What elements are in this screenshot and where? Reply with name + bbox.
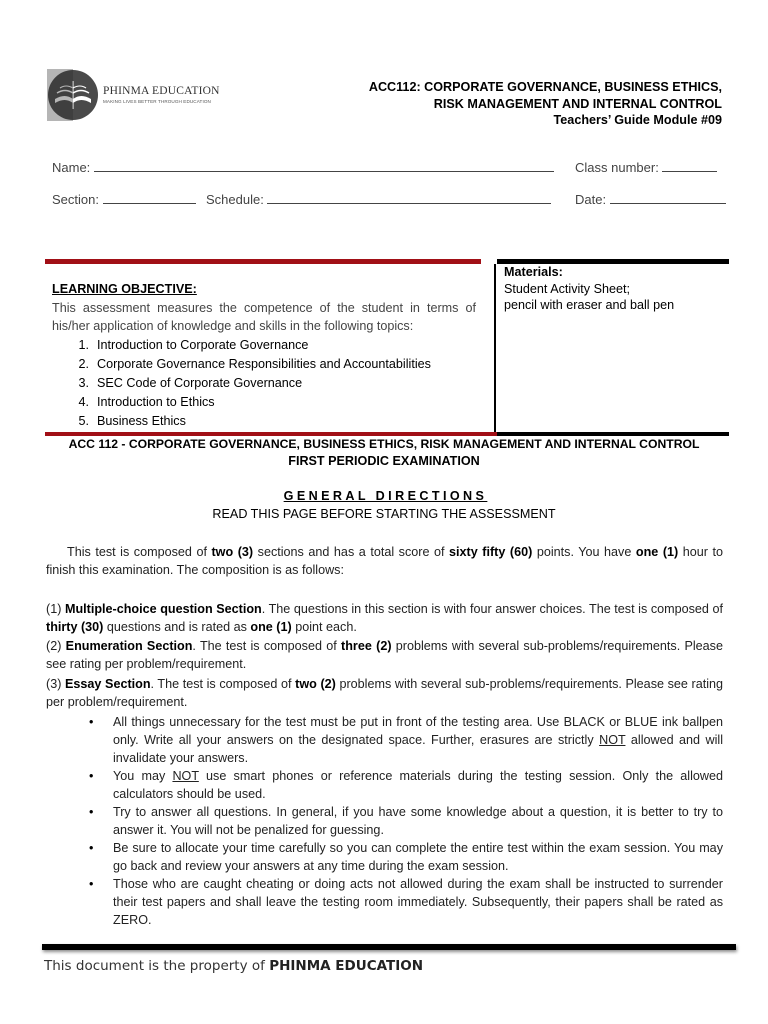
logo-tagline: MAKING LIVES BETTER THROUGH EDUCATION bbox=[103, 99, 211, 104]
section1-paragraph: (1) Multiple-choice question Section. The questions in this section is with four answer choices. The test is composed of thirty (30) questions and is rated as one (1) point each. bbox=[46, 602, 724, 634]
course-title-line2: RISK MANAGEMENT AND INTERNAL CONTROL bbox=[433, 96, 722, 111]
red-divider-top bbox=[45, 259, 481, 264]
materials-line2: pencil with eraser and ball pen bbox=[504, 298, 675, 312]
list-item: 2. Corporate Governance Responsibilities and Accountabilities bbox=[78, 357, 431, 371]
schedule-blank[interactable] bbox=[267, 192, 551, 204]
materials-title: Materials: bbox=[504, 265, 563, 279]
footer-text: This document is the property of PHINMA EDUCATION bbox=[44, 958, 424, 974]
exam-title: ACC 112 - CORPORATE GOVERNANCE, BUSINESS ETHICS, RISK MANAGEMENT AND INTERNAL CONTROL bbox=[68, 437, 700, 451]
schedule-field[interactable] bbox=[206, 192, 551, 207]
section-label: Section: bbox=[52, 192, 99, 207]
general-directions-title: GENERAL DIRECTIONS bbox=[283, 489, 488, 503]
name-label: Name: bbox=[52, 160, 91, 175]
list-item: • Be sure to allocate your time carefully so you can complete the entire test within the exam session. You may go back and review your answers at any time during the exam session. bbox=[86, 839, 723, 875]
module-label: Teachers’ Guide Module #09 bbox=[553, 113, 722, 127]
section-field[interactable] bbox=[52, 192, 196, 207]
list-item: • Try to answer all questions. In general, if you have some knowledge about a question, it is better to try to answer it. You will not be penalized for guessing. bbox=[86, 803, 723, 839]
topic-list bbox=[52, 336, 431, 431]
schedule-label: Schedule: bbox=[206, 192, 264, 207]
list-item: 4. Introduction to Ethics bbox=[78, 395, 215, 409]
date-field[interactable] bbox=[575, 192, 726, 207]
red-divider-bottom bbox=[45, 432, 497, 436]
list-item: • All things unnecessary for the test must be put in front of the testing area. Use BLACK or BLUE ink ballpen only. Write all your answers on the designated space. Further, erasures are strictly NOT allowed and will invalidate your answers. bbox=[86, 713, 723, 767]
black-divider-top bbox=[497, 259, 729, 264]
materials-line1: Student Activity Sheet; bbox=[504, 282, 631, 296]
intro-paragraph: This test is composed of two (3) sections and has a total score of sixty fifty (60) points. You have one (1) hour to finish this examination. The composition is as follows: bbox=[46, 545, 724, 577]
list-item: • You may NOT use smart phones or reference materials during the testing session. Only the allowed calculators should be used. bbox=[86, 767, 723, 803]
section3-paragraph: (3) Essay Section. The test is composed of two (2) problems with several sub-problems/requirements. Please see rating per problem/requirement. bbox=[46, 677, 724, 709]
name-field[interactable] bbox=[52, 160, 554, 175]
learning-objective-title: LEARNING OBJECTIVE: bbox=[52, 282, 197, 296]
class-number-blank[interactable] bbox=[662, 160, 717, 172]
section2-paragraph: (2) Enumeration Section. The test is composed of three (2) problems with several sub-problems/requirements. Please see rating per problem/requirement. bbox=[46, 639, 723, 671]
exam-subtitle: FIRST PERIODIC EXAMINATION bbox=[288, 454, 480, 468]
class-number-label: Class number: bbox=[575, 160, 659, 175]
date-label: Date: bbox=[575, 192, 607, 207]
black-divider-bottom bbox=[497, 432, 729, 436]
learning-objective-description: This assessment measures the competence of the student in terms of his/her application of knowledge and skills in the following topics: bbox=[52, 301, 476, 333]
list-item: 3. SEC Code of Corporate Governance bbox=[78, 376, 303, 390]
phinma-logo-icon bbox=[47, 69, 99, 121]
column-divider bbox=[494, 264, 496, 434]
list-item: • Those who are caught cheating or doing acts not allowed during the exam shall be instructed to surrender their test papers and shall leave the testing room immediately. Subsequently, their papers shall be rated as ZERO. bbox=[86, 875, 723, 929]
course-header bbox=[369, 79, 722, 129]
list-item: 5. Business Ethics bbox=[78, 414, 186, 428]
list-item: 1. Introduction to Corporate Governance bbox=[78, 338, 309, 352]
class-number-field[interactable] bbox=[575, 160, 717, 175]
footer-divider bbox=[42, 944, 736, 950]
logo-name: PHINMA EDUCATION bbox=[103, 85, 220, 97]
date-blank[interactable] bbox=[610, 192, 726, 204]
name-blank[interactable] bbox=[94, 160, 554, 172]
phinma-logo bbox=[47, 69, 220, 121]
footer-brand: PHINMA EDUCATION bbox=[269, 958, 424, 974]
course-title-line1: ACC112: CORPORATE GOVERNANCE, BUSINESS ETHICS, bbox=[368, 80, 722, 94]
rules-list bbox=[86, 713, 723, 929]
general-directions-subtitle: READ THIS PAGE BEFORE STARTING THE ASSESSMENT bbox=[212, 507, 556, 521]
section-blank[interactable] bbox=[103, 192, 196, 204]
